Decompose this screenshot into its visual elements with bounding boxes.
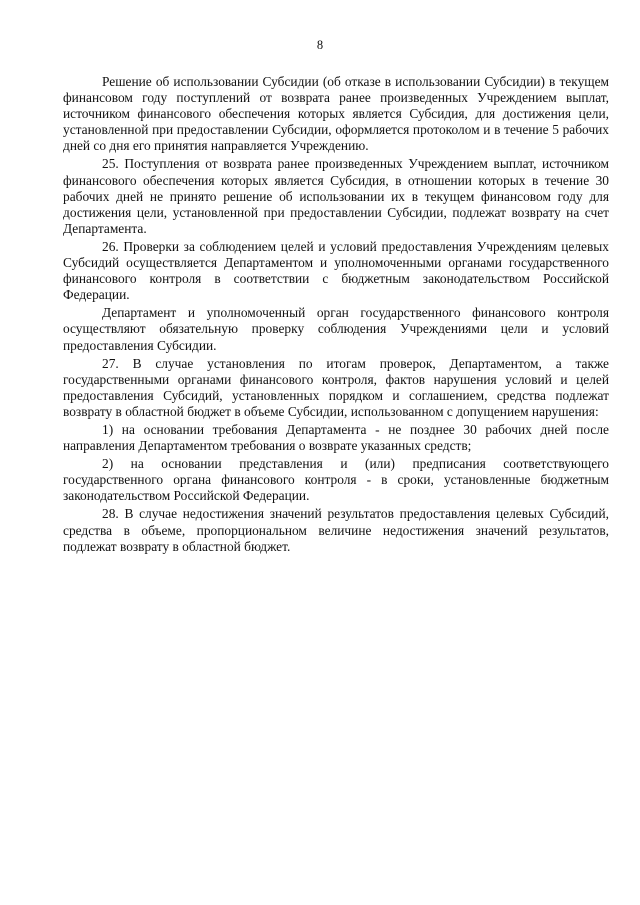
paragraph-mandatory-check: Департамент и уполномоченный орган государственного финансового контроля осуществляют обязательную проверку соблюдения Учреждениями цели и условий предоставления Субсидии. [63, 305, 609, 353]
paragraph-item-27-sub-1: 1) на основании требования Департамента - не позднее 30 рабочих дней после направления Департаментом требования о возврате указанных средств; [63, 421, 609, 454]
paragraph-item-28: 28. В случае недостижения значений результатов предоставления целевых Субсидий, средства в объеме, пропорциональном величине недостижения значений результатов, подлежат возврату в областной бюджет. [63, 506, 609, 554]
paragraph-subsidy-decision: Решение об использовании Субсидии (об отказе в использовании Субсидии) в текущем финансовом году поступлений от возврата ранее произведенных Учреждением выплат, источником финансового обеспечения которых является Субсидия, для достижения цели, установленной при предоставлении Субсидии, оформляется протоколом и в течение 5 рабочих дней со дня его принятия направляется Учреждению. [63, 74, 609, 154]
page-number: 8 [316, 38, 324, 52]
paragraph-item-25: 25. Поступления от возврата ранее произведенных Учреждением выплат, источником финансового обеспечения которых является Субсидия, в отношении которых в течение 30 рабочих дней не принято решение об использовании их в текущем финансовом году для достижения цели, установленной при предоставлении Субсидии, подлежат возврату на счет Департамента. [63, 156, 609, 236]
paragraph-item-26: 26. Проверки за соблюдением целей и условий предоставления Учреждениям целевых Субсидий осуществляется Департаментом и уполномоченными органами государственного финансового контроля в соответствии с бюджетным законодательством Российской Федерации. [63, 238, 609, 303]
paragraph-item-27: 27. В случае установления по итогам проверок, Департаментом, а также государственными органами финансового контроля, фактов нарушения условий и целей предоставления Субсидий, установленных порядком и соглашением, средства подлежат возврату в областной бюджет в объеме Субсидии, использованном с допущением нарушения: [63, 355, 609, 419]
document-body [63, 74, 609, 557]
paragraph-item-27-sub-2: 2) на основании представления и (или) предписания соответствующего государственного органа финансового контроля - в сроки, установленные бюджетным законодательством Российской Федерации. [63, 456, 609, 504]
